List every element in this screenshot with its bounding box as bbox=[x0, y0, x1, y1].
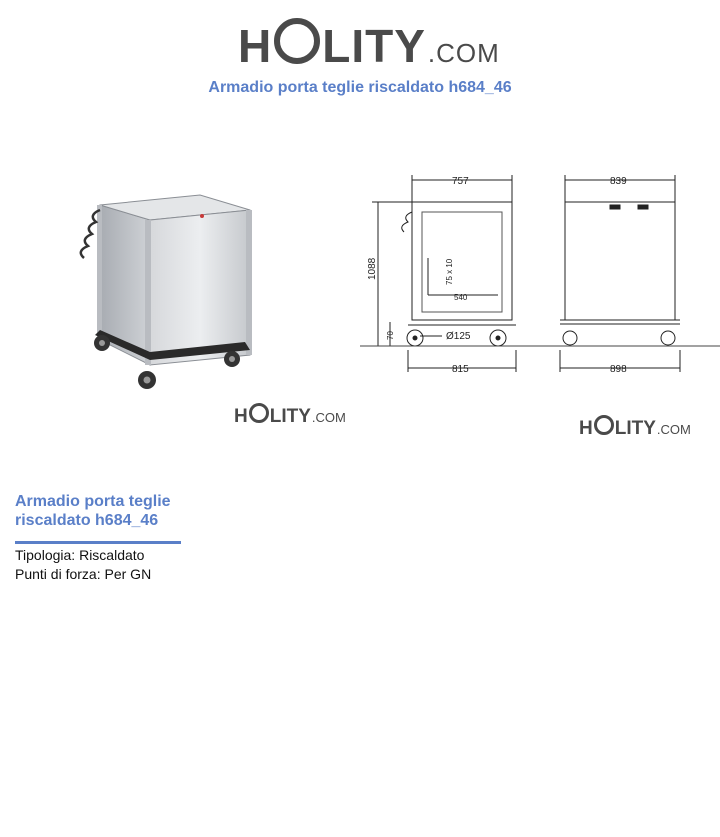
watermark-logo bbox=[234, 402, 346, 428]
wm-letters: LITY bbox=[269, 406, 311, 427]
spec-row bbox=[15, 565, 151, 584]
logo-letters: LITY bbox=[322, 20, 426, 72]
wm-o-icon bbox=[594, 415, 614, 435]
dim-ground: 70 bbox=[386, 331, 395, 340]
product-photo bbox=[0, 150, 358, 440]
logo-o-icon bbox=[274, 18, 320, 64]
holity-logo[interactable] bbox=[238, 16, 500, 73]
dim-side-width: 839 bbox=[610, 176, 627, 187]
wm-suffix: .COM bbox=[311, 410, 346, 425]
dim-inner-height: 75 x 10 bbox=[445, 258, 454, 285]
wm-letters: LITY bbox=[614, 418, 656, 439]
spec-label: Punti di forza: bbox=[15, 566, 101, 582]
logo-suffix: .COM bbox=[427, 38, 500, 68]
wm-o-icon bbox=[249, 403, 269, 423]
wm-letter-h: H bbox=[579, 418, 593, 439]
product-title[interactable] bbox=[15, 492, 195, 530]
product-title-line2: riscaldato h684_46 bbox=[15, 512, 159, 529]
dim-inner-width: 540 bbox=[454, 293, 468, 302]
wm-suffix: .COM bbox=[656, 422, 691, 437]
spec-value: Per GN bbox=[104, 566, 152, 582]
dim-front-base: 815 bbox=[452, 364, 469, 375]
spec-label: Tipologia: bbox=[15, 547, 76, 563]
dim-height: 1088 bbox=[367, 257, 378, 280]
product-specs bbox=[15, 546, 151, 584]
title-divider bbox=[15, 541, 181, 544]
wm-letter-h: H bbox=[234, 406, 248, 427]
technical-drawing bbox=[360, 150, 720, 445]
logo-letter-h: H bbox=[238, 20, 273, 72]
dim-side-base: 898 bbox=[610, 364, 627, 375]
dim-wheel: Ø125 bbox=[446, 331, 471, 342]
spec-row bbox=[15, 546, 151, 565]
product-title-line1: Armadio porta teglie bbox=[15, 493, 171, 510]
spec-value: Riscaldato bbox=[79, 547, 145, 563]
page-title: Armadio porta teglie riscaldato h684_46 bbox=[208, 79, 512, 96]
watermark-logo bbox=[579, 414, 691, 440]
dim-front-width: 757 bbox=[452, 176, 469, 187]
